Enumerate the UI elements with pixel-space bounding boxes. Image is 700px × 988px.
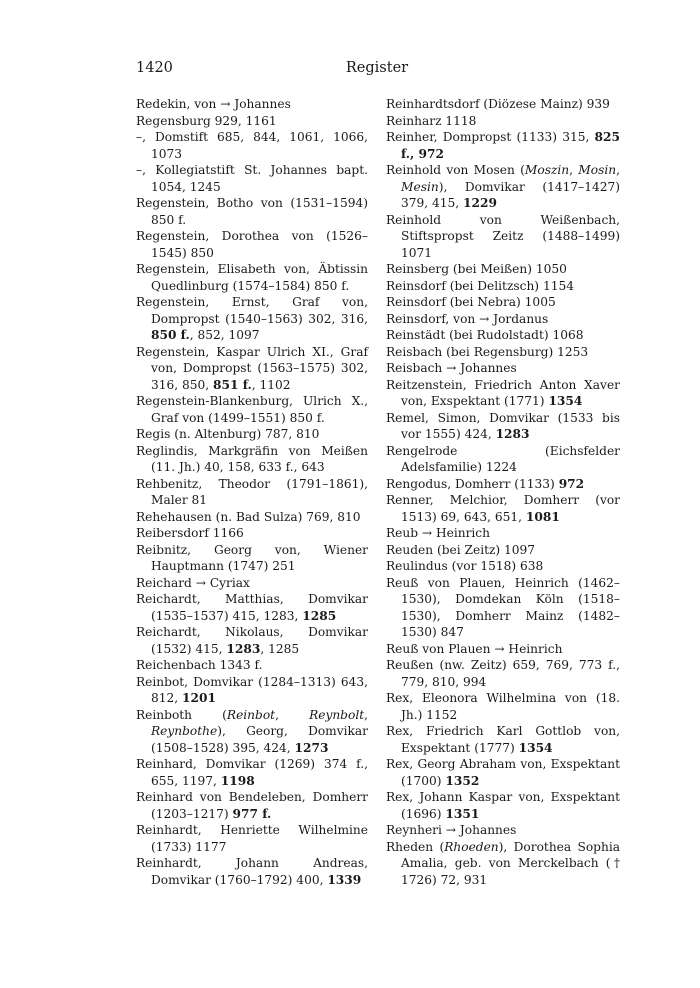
index-entry [136, 162, 368, 195]
entry-text: Reinher, Dompropst (1133) 315, [386, 130, 595, 144]
index-entry [386, 789, 620, 822]
entry-text: Reynheri → Johannes [386, 823, 517, 837]
entry-text: Redekin, von → Johannes [136, 97, 291, 111]
index-entry [136, 822, 368, 855]
entry-text: Regenstein-Blankenburg, Ulrich X., Graf von (1499–1551) 850 f. [136, 394, 368, 425]
index-entry [386, 344, 620, 361]
index-entry [386, 822, 620, 839]
index-entry [386, 525, 620, 542]
entry-text: , [616, 163, 620, 177]
entry-text: Reinharz 1118 [386, 113, 477, 128]
index-entry [386, 377, 620, 410]
entry-text: Reinhard von Bendeleben, Domherr (1203–1217) [136, 790, 368, 821]
entry-text: , [364, 707, 368, 722]
entry-text: Regenstein, Dorothea von (1526–1545) 850 [136, 229, 368, 260]
entry-text: ), Dorothea Sophia Amalia, geb. von Merckelbach († 1726) 72, 931 [401, 839, 620, 887]
index-entry [386, 327, 620, 344]
index-entry [386, 558, 620, 575]
index-entry [386, 129, 620, 162]
index-entry [386, 212, 620, 262]
index-entry [136, 344, 368, 394]
entry-text: Reinhardtsdorf (Diözese Mainz) 939 [386, 97, 610, 111]
page-reference-bold: 1273 [294, 740, 329, 755]
index-entry [136, 393, 368, 426]
entry-text: Reinsdorf (bei Delitzsch) 1154 [386, 278, 574, 293]
index-entry [136, 591, 368, 624]
entry-text: , [275, 707, 310, 722]
index-entry [386, 690, 620, 723]
index-entry [386, 410, 620, 443]
index-entry [386, 657, 620, 690]
entry-text: Reinstädt (bei Rudolstadt) 1068 [386, 328, 584, 342]
entry-text: Reußen (nw. Zeitz) 659, 769, 773 f., 779, 810, 994 [386, 658, 620, 689]
name-variant: Mosin [578, 163, 617, 177]
entry-text: Regenstein, Botho von (1531–1594) 850 f. [136, 196, 368, 227]
page-reference-bold: 1201 [182, 691, 216, 705]
entry-text: Reibersdorf 1166 [136, 526, 244, 540]
index-entry [136, 426, 368, 443]
page-reference-bold: 1351 [445, 806, 480, 821]
name-variant: Moszin [524, 163, 570, 177]
page-reference-bold: 851 f. [213, 377, 252, 392]
page-reference-bold: 1354 [548, 394, 583, 408]
name-variant: Rhoeden [444, 839, 499, 854]
index-column-left [136, 96, 368, 888]
index-entry [136, 657, 368, 674]
index-entry [386, 113, 620, 130]
entry-text: Rengelrode (Eichsfelder Adelsfamilie) 1224 [386, 443, 620, 474]
entry-text: Reinhardt, Henriette Wilhelmine (1733) 1177 [136, 823, 368, 854]
index-entry [136, 707, 368, 757]
index-entry [386, 839, 620, 889]
index-entry [136, 575, 368, 592]
entry-text: Reichardt, Nikolaus, Domvikar (1532) 415, [136, 625, 368, 656]
page-reference-bold: 1283 [226, 641, 261, 656]
entry-text: Rheden ( [386, 839, 445, 854]
page-reference-bold: 1354 [518, 740, 553, 755]
entry-text: Regenstein, Kaspar Ulrich XI., Graf von, Dompropst (1563–1575) 302, 316, 850, [136, 344, 368, 392]
entry-text: Reichenbach 1343 f. [136, 658, 263, 672]
entry-text: Reinhard, Domvikar (1269) 374 f., 655, 1197, [136, 757, 368, 788]
page-reference-bold: 1081 [525, 509, 560, 524]
entry-text: Regis (n. Altenburg) 787, 810 [136, 427, 320, 441]
index-entry [386, 575, 620, 641]
index-entry [386, 492, 620, 525]
index-entry [136, 542, 368, 575]
entry-text: Reuß von Plauen, Heinrich (1462–1530), Domdekan Köln (1518–1530), Domherr Mainz (1482–1530) 847 [386, 575, 620, 639]
index-entry [386, 542, 620, 559]
entry-text: Regensburg 929, 1161 [136, 113, 277, 128]
entry-text: Reglindis, Markgräfin von Meißen (11. Jh.) 40, 158, 633 f., 643 [136, 443, 368, 474]
name-variant: Reinbot [226, 707, 276, 722]
index-entry [136, 294, 368, 344]
entry-text: Regenstein, Elisabeth von, Äbtissin Quedlinburg (1574–1584) 850 f. [136, 262, 368, 293]
entry-text: Reinsdorf, von → Jordanus [386, 311, 549, 326]
index-entry [136, 509, 368, 526]
page-number: 1420 [136, 60, 173, 76]
entry-text: Reuden (bei Zeitz) 1097 [386, 542, 536, 557]
entry-text: Reulindus (vor 1518) 638 [386, 559, 544, 573]
entry-text: ), Domvikar (1417–1427) 379, 415, [401, 179, 620, 210]
index-entry [386, 756, 620, 789]
entry-text: Rex, Eleonora Wilhelmina von (18. Jh.) 1152 [386, 691, 620, 722]
index-entry [136, 113, 368, 130]
index-entry [136, 96, 368, 113]
index-entry [136, 443, 368, 476]
index-entry [136, 855, 368, 888]
entry-text: Reinsberg (bei Meißen) 1050 [386, 262, 567, 276]
entry-text: –, Domstift 685, 844, 1061, 1066, 1073 [136, 130, 368, 161]
index-entry [136, 756, 368, 789]
entry-text: Reinhold von Mosen ( [386, 163, 525, 177]
entry-text: Regenstein, Ernst, Graf von, Dompropst (1540–1563) 302, 316, [136, 295, 368, 326]
index-entry [386, 443, 620, 476]
index-entry [386, 278, 620, 295]
entry-text: Reisbach → Johannes [386, 361, 517, 375]
entry-text: Remel, Simon, Domvikar (1533 bis vor 1555) 424, [386, 410, 620, 441]
entry-text: Rex, Johann Kaspar von, Exspektant (1696) [386, 790, 620, 821]
entry-text: Reinbot, Domvikar (1284–1313) 643, 812, [136, 674, 368, 705]
page-reference-bold: 1229 [463, 196, 497, 210]
running-head: Register [345, 60, 409, 76]
page-reference-bold: 1352 [445, 773, 480, 788]
entry-text: , 1102 [251, 377, 291, 392]
index-entry [386, 162, 620, 212]
entry-text: Rehehausen (n. Bad Sulza) 769, 810 [136, 509, 361, 524]
entry-text: , 852, 1097 [189, 328, 260, 342]
index-entry [386, 723, 620, 756]
entry-text: Reinhardt, Johann Andreas, Domvikar (1760–1792) 400, [136, 856, 368, 887]
entry-text: Rengodus, Domherr (1133) [386, 476, 559, 491]
entry-text: ), Georg, Domvikar (1508–1528) 395, 424, [151, 724, 368, 755]
entry-text: Reichard → Cyriax [136, 575, 250, 590]
index-column-right [386, 96, 620, 888]
index-entry [136, 525, 368, 542]
index-entry [386, 311, 620, 328]
entry-text: Reuß von Plauen → Heinrich [386, 641, 563, 656]
entry-text: –, Kollegiatstift St. Johannes bapt. 1054, 1245 [136, 163, 368, 194]
entry-text: Reibnitz, Georg von, Wiener Hauptmann (1747) 251 [136, 542, 368, 573]
entry-text: , [569, 163, 579, 177]
entry-text: Reisbach (bei Regensburg) 1253 [386, 344, 589, 359]
index-entry [136, 789, 368, 822]
entry-text: Rex, Georg Abraham von, Exspektant (1700) [386, 757, 620, 788]
page-header [136, 60, 618, 80]
page-reference-bold: 972 [558, 476, 585, 491]
index-entry [386, 261, 620, 278]
index-entry [386, 294, 620, 311]
index-entry [386, 641, 620, 658]
name-variant: Reynbolt [309, 707, 365, 722]
entry-text: Reub → Heinrich [386, 526, 490, 540]
entry-text: Renner, Melchior, Domherr (vor 1513) 69, 643, 651, [386, 493, 620, 524]
index-entry [136, 261, 368, 294]
entry-text: Reichardt, Matthias, Domvikar (1535–1537) 415, 1283, [136, 592, 368, 623]
page-reference-bold: 825 f., 972 [401, 130, 620, 161]
name-variant: Mesin [401, 179, 439, 194]
index-entry [136, 195, 368, 228]
page-reference-bold: 1198 [220, 773, 255, 788]
index-entry [136, 129, 368, 162]
index-entry [386, 360, 620, 377]
entry-text: Reinhold von Weißenbach, Stiftspropst Zeitz (1488–1499) 1071 [386, 212, 620, 260]
page-reference-bold: 1285 [302, 608, 337, 623]
index-entry [136, 624, 368, 657]
name-variant: Reynbothe [151, 724, 218, 738]
entry-text: Reinsdorf (bei Nebra) 1005 [386, 295, 556, 309]
page-reference-bold: 977 f. [232, 806, 272, 821]
page-reference-bold: 1339 [327, 872, 362, 887]
entry-text: , 1285 [260, 641, 300, 656]
entry-text: Reitzenstein, Friedrich Anton Xaver von, Exspektant (1771) [386, 377, 620, 408]
index-entry [386, 476, 620, 493]
entry-text: Reinboth ( [136, 707, 227, 722]
index-entry [136, 476, 368, 509]
index-entry [386, 96, 620, 113]
entry-text: Rehbenitz, Theodor (1791–1861), Maler 81 [136, 476, 368, 507]
page-reference-bold: 1283 [495, 427, 530, 441]
entry-text: Rex, Friedrich Karl Gottlob von, Exspektant (1777) [386, 724, 620, 755]
page-reference-bold: 850 f. [151, 328, 190, 342]
index-entry [136, 674, 368, 707]
index-entry [136, 228, 368, 261]
